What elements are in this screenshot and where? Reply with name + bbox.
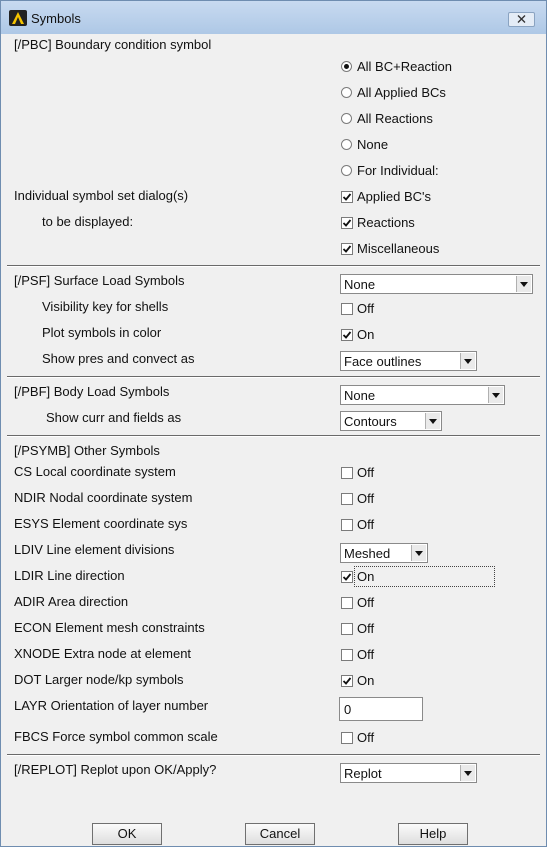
- radio-label-none: None: [357, 137, 389, 152]
- chevron-down-icon: [425, 413, 440, 429]
- psymb-cs-label: CS Local coordinate system: [14, 464, 176, 479]
- radio-label-for-individual: For Individual:: [357, 163, 439, 178]
- psymb-ndir-value: Off: [357, 491, 375, 506]
- check-label-applied-bcs: Applied BC's: [357, 189, 432, 204]
- radio-all-applied-bcs[interactable]: [341, 87, 352, 98]
- psf-shells-value: Off: [357, 301, 375, 316]
- checkmark-icon: [342, 218, 352, 228]
- checkmark-icon: [342, 330, 352, 340]
- psymb-adir-value: Off: [357, 595, 375, 610]
- psymb-xnode-checkbox[interactable]: [341, 649, 353, 661]
- psymb-adir-label: ADIR Area direction: [14, 594, 129, 609]
- chevron-down-icon: [411, 545, 426, 561]
- psymb-header: [/PSYMB] Other Symbols: [14, 443, 160, 458]
- radio-none[interactable]: [341, 139, 352, 150]
- psymb-ldiv-label: LDIV Line element divisions: [14, 542, 175, 557]
- psf-dropdown-value: None: [344, 277, 376, 292]
- chevron-down-icon: [516, 276, 531, 292]
- pbf-dropdown[interactable]: [340, 385, 505, 405]
- radio-label-all-applied-bcs: All Applied BCs: [357, 85, 446, 100]
- checkmark-icon: [342, 676, 352, 686]
- replot-label: [/REPLOT] Replot upon OK/Apply?: [14, 762, 217, 777]
- psymb-econ-checkbox[interactable]: [341, 623, 353, 635]
- dialog-content: [7, 34, 540, 840]
- window-title: Symbols: [31, 11, 81, 26]
- focus-rectangle: [354, 566, 495, 587]
- pbf-curr-label: Show curr and fields as: [46, 410, 182, 425]
- pbf-curr-dropdown[interactable]: [340, 411, 442, 431]
- check-applied-bcs[interactable]: [341, 191, 353, 203]
- checkmark-icon: [342, 192, 352, 202]
- separator: [7, 754, 540, 756]
- help-button[interactable]: Help: [398, 823, 468, 845]
- psymb-esys-value: Off: [357, 517, 375, 532]
- psf-shells-label: Visibility key for shells: [42, 299, 169, 314]
- cancel-button[interactable]: Cancel: [245, 823, 315, 845]
- chevron-down-icon: [460, 353, 475, 369]
- psymb-ldir-checkbox[interactable]: [341, 571, 353, 583]
- psymb-dot-checkbox[interactable]: [341, 675, 353, 687]
- checkmark-icon: [342, 572, 352, 582]
- psymb-xnode-value: Off: [357, 647, 375, 662]
- psymb-esys-label: ESYS Element coordinate sys: [14, 516, 188, 531]
- psymb-dot-value: On: [357, 673, 375, 688]
- psymb-cs-checkbox[interactable]: [341, 467, 353, 479]
- psf-header: [/PSF] Surface Load Symbols: [14, 273, 185, 288]
- ansys-logo-icon: [9, 10, 27, 26]
- radio-label-all-bc-reaction: All BC+Reaction: [357, 59, 453, 74]
- check-label-reactions: Reactions: [357, 215, 415, 230]
- psf-color-checkbox[interactable]: [341, 329, 353, 341]
- pbf-dropdown-value: None: [344, 388, 376, 403]
- psymb-fbcs-checkbox[interactable]: [341, 732, 353, 744]
- replot-dropdown-value: Replot: [344, 766, 382, 781]
- check-label-miscellaneous: Miscellaneous: [357, 241, 440, 256]
- psymb-cs-value: Off: [357, 465, 375, 480]
- psymb-layr-label: LAYR Orientation of layer number: [14, 698, 209, 713]
- psymb-adir-checkbox[interactable]: [341, 597, 353, 609]
- close-button[interactable]: [508, 12, 535, 27]
- chevron-down-icon: [488, 387, 503, 403]
- psf-color-label: Plot symbols in color: [42, 325, 162, 340]
- psymb-xnode-label: XNODE Extra node at element: [14, 646, 192, 661]
- check-reactions[interactable]: [341, 217, 353, 229]
- psymb-ldir-value: On: [357, 569, 375, 584]
- title-bar[interactable]: [1, 1, 546, 34]
- psymb-layr-input-value: 0: [344, 702, 352, 717]
- psymb-ldiv-dropdown[interactable]: [340, 543, 428, 563]
- pbc-header: [/PBC] Boundary condition symbol: [14, 37, 212, 52]
- psf-pres-dropdown-value: Face outlines: [344, 354, 422, 369]
- pbf-header: [/PBF] Body Load Symbols: [14, 384, 170, 399]
- psymb-esys-checkbox[interactable]: [341, 519, 353, 531]
- radio-label-all-reactions: All Reactions: [357, 111, 433, 126]
- psf-pres-dropdown[interactable]: [340, 351, 477, 371]
- check-miscellaneous[interactable]: [341, 243, 353, 255]
- psymb-ndir-label: NDIR Nodal coordinate system: [14, 490, 193, 505]
- radio-all-bc-reaction[interactable]: [341, 61, 352, 72]
- individual-label-2: to be displayed:: [42, 214, 134, 229]
- psymb-econ-value: Off: [357, 621, 375, 636]
- psymb-ndir-checkbox[interactable]: [341, 493, 353, 505]
- replot-dropdown[interactable]: [340, 763, 477, 783]
- separator: [7, 265, 540, 267]
- psymb-econ-label: ECON Element mesh constraints: [14, 620, 205, 635]
- psymb-fbcs-label: FBCS Force symbol common scale: [14, 729, 218, 744]
- psymb-dot-label: DOT Larger node/kp symbols: [14, 672, 184, 687]
- psymb-ldir-label: LDIR Line direction: [14, 568, 125, 583]
- pbf-curr-dropdown-value: Contours: [344, 414, 397, 429]
- individual-label-1: Individual symbol set dialog(s): [14, 188, 189, 203]
- psf-pres-label: Show pres and convect as: [42, 351, 195, 366]
- radio-for-individual[interactable]: [341, 165, 352, 176]
- checkmark-icon: [342, 244, 352, 254]
- separator: [7, 376, 540, 378]
- close-icon: [517, 15, 526, 23]
- ok-button[interactable]: OK: [92, 823, 162, 845]
- psf-shells-checkbox[interactable]: [341, 303, 353, 315]
- chevron-down-icon: [460, 765, 475, 781]
- psf-color-value: On: [357, 327, 375, 342]
- radio-all-reactions[interactable]: [341, 113, 352, 124]
- psymb-ldiv-dropdown-value: Meshed: [344, 546, 391, 561]
- separator: [7, 435, 540, 437]
- psymb-fbcs-value: Off: [357, 730, 375, 745]
- psymb-layr-input[interactable]: [339, 697, 423, 721]
- psf-dropdown[interactable]: [340, 274, 533, 294]
